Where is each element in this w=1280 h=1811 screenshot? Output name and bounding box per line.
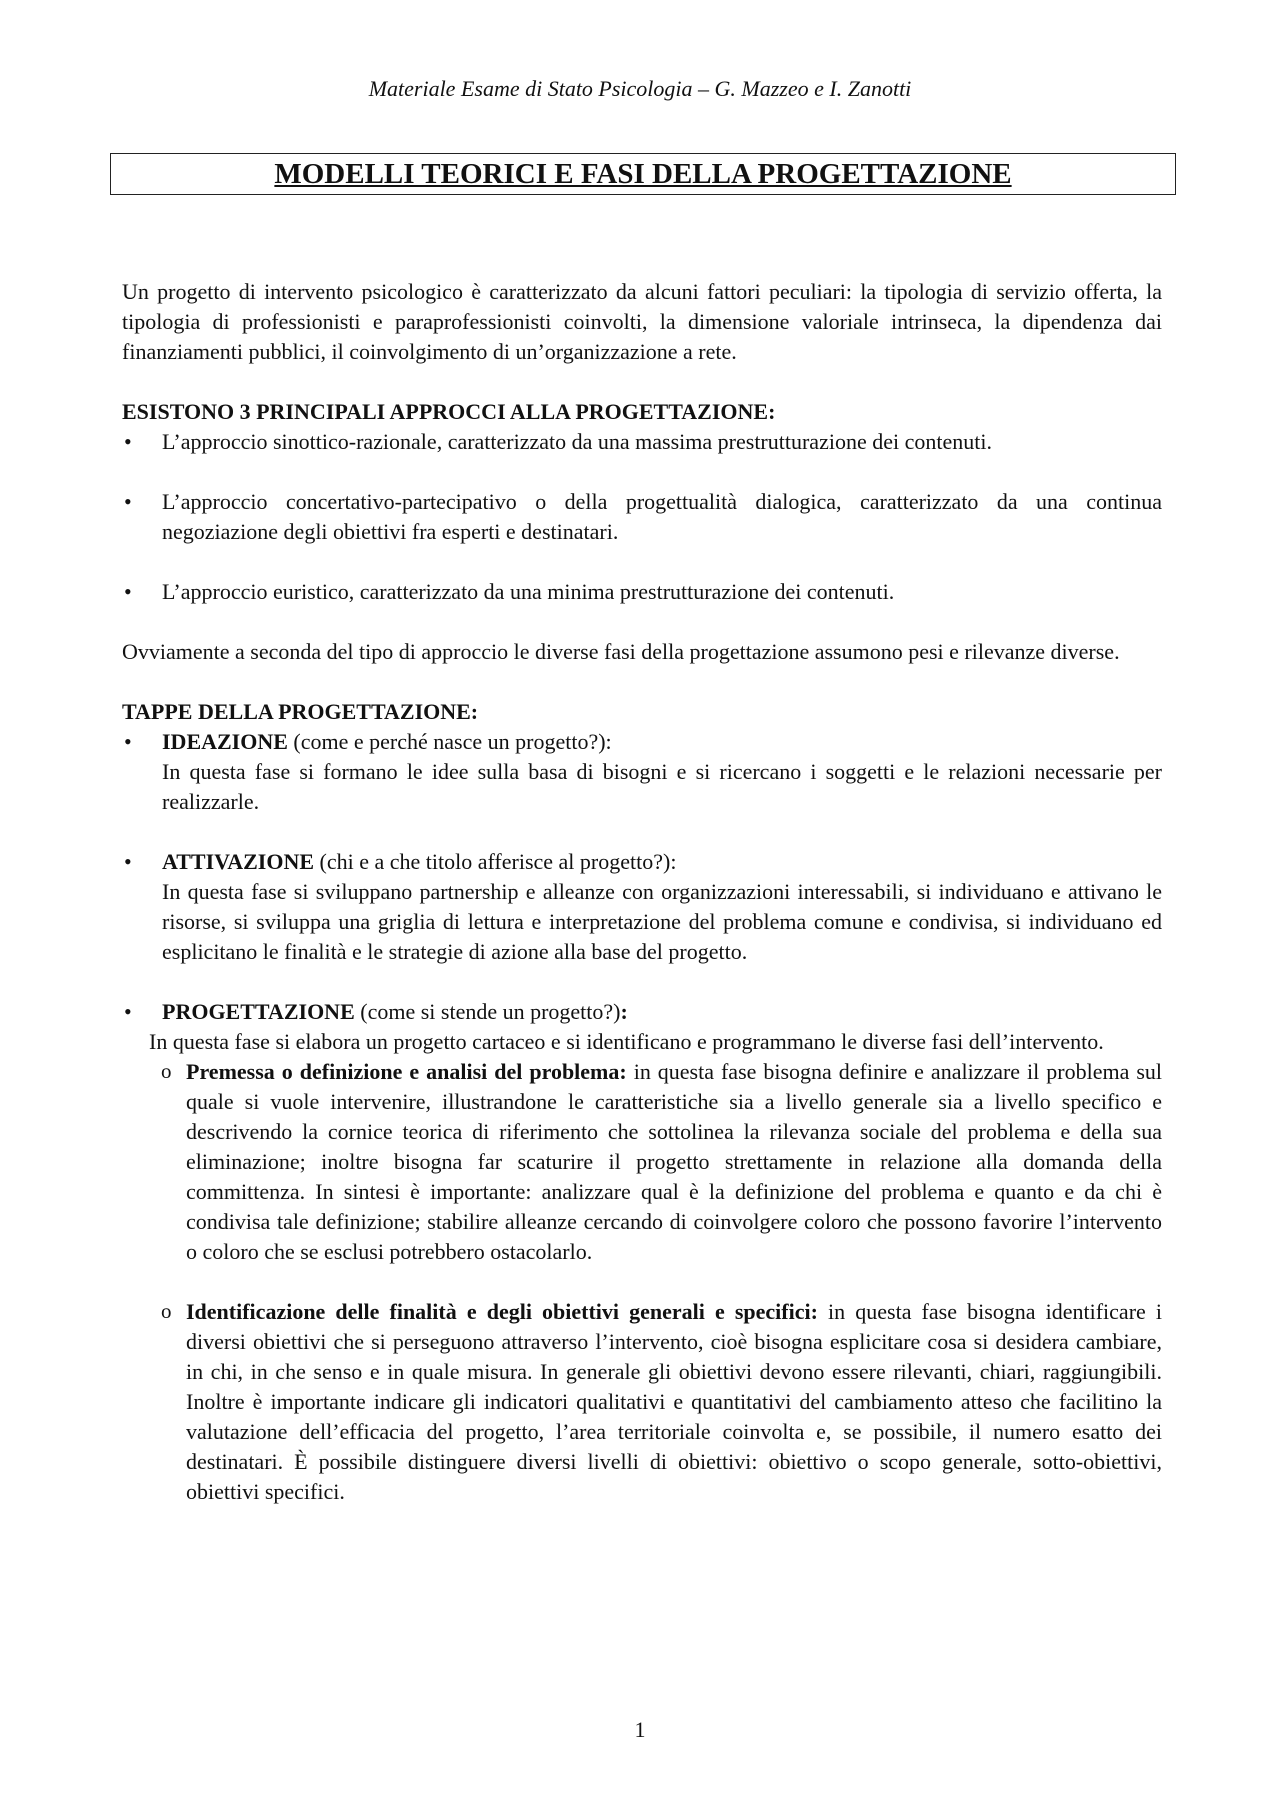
- stages-list: [122, 727, 1162, 1507]
- stage-label: PROGETTAZIONE: [162, 999, 355, 1024]
- stage-question: (come si stende un progetto?): [354, 999, 621, 1024]
- list-item: • L’approccio sinottico-razionale, caratterizzato da una massima prestrutturazione dei contenuti.: [122, 427, 1162, 457]
- sublist-item-label: Premessa o definizione e analisi del problema:: [186, 1059, 627, 1084]
- stage-text: In questa fase si formano le idee sulla basa di bisogni e si ricercano i soggetti e le relazioni necessarie per realizzarle.: [162, 759, 1162, 814]
- title-box: [110, 153, 1176, 195]
- stages-heading: TAPPE DELLA PROGETTAZIONE:: [122, 699, 479, 724]
- stage-ideazione: [122, 727, 1162, 817]
- list-item: • L’approccio euristico, caratterizzato da una minima prestrutturazione dei contenuti.: [122, 577, 1162, 607]
- document-body: [122, 277, 1162, 1507]
- stage-attivazione: [122, 847, 1162, 967]
- approaches-heading: ESISTONO 3 PRINCIPALI APPROCCI ALLA PROGETTAZIONE:: [122, 399, 776, 424]
- sublist-item: [149, 1297, 1162, 1507]
- stage-colon: :: [620, 999, 628, 1024]
- sublist-item-text: in questa fase bisogna identificare i diversi obiettivi che si perseguono attraverso l’intervento, cioè bisogna esplicitare cosa si desidera cambiare, in chi, in che senso e in quale misura. In generale gli obiettivi devono essere rilevanti, chiari, raggiungibili. Inoltre è importante indicare gli indicatori qualitativi e quantitativi del cambiamento atteso che facilitino la valutazione dell’efficacia del progetto, l’area territoriale coinvolta e, se possibile, il numero esatto dei destinatari. È possibile distinguere diversi livelli di obiettivi: obiettivo o scopo generale, sotto-obiettivi, obiettivi specifici.: [186, 1299, 1162, 1504]
- stage-text: In questa fase si elabora un progetto cartaceo e si identificano e programmano le diverse fasi dell’intervento.: [149, 1029, 1104, 1054]
- list-item: • L’approccio concertativo-partecipativo o della progettualità dialogica, caratterizzato da una continua negoziazione degli obiettivi fra esperti e destinatari.: [122, 487, 1162, 547]
- stage-progettazione: [122, 997, 1162, 1507]
- page-title: MODELLI TEORICI E FASI DELLA PROGETTAZIONE: [274, 158, 1012, 190]
- approaches-list: [122, 427, 1162, 607]
- stage-text: In questa fase si sviluppano partnership e alleanze con organizzazioni interessabili, si individuano e attivano le risorse, si sviluppa una griglia di lettura e interpretazione del problema comune e condivisa, si individuano ed esplicitano le finalità e le strategie di azione alla base del progetto.: [162, 879, 1162, 964]
- stage-question: (chi e a che titolo afferisce al progetto?):: [314, 849, 677, 874]
- stage-label: IDEAZIONE: [162, 729, 288, 754]
- intro-paragraph: Un progetto di intervento psicologico è caratterizzato da alcuni fattori peculiari: la tipologia di servizio offerta, la tipologia di professionisti e paraprofessionisti coinvolti, la dimensione valoriale intrinseca, la dipendenza dai finanziamenti pubblici, il coinvolgimento di un’organizzazione a rete.: [122, 279, 1162, 364]
- sublist-item-label: Identificazione delle finalità e degli obiettivi generali e specifici:: [186, 1299, 818, 1324]
- page-number: 1: [634, 1717, 646, 1742]
- stage-question: (come e perché nasce un progetto?):: [287, 729, 612, 754]
- stage-label: ATTIVAZIONE: [162, 849, 315, 874]
- sublist-item: [149, 1057, 1162, 1267]
- running-header: Materiale Esame di Stato Psicologia – G. Mazzeo e I. Zanotti: [368, 76, 912, 101]
- progettazione-sublist: [149, 1057, 1162, 1507]
- sublist-item-text: in questa fase bisogna definire e analizzare il problema sul quale si vuole intervenire, illustrandone le caratteristiche sia a livello generale sia a livello specifico e descrivendo la cornice teorica di riferimento che sottolinea la rilevanza sociale del problema e della sua eliminazione; inoltre bisogna far scaturire il progetto strettamente in relazione alla domanda della committenza. In sintesi è importante: analizzare qual è la definizione del problema e quanto e da chi è condivisa tale definizione; stabilire alleanze cercando di coinvolgere coloro che possono favorire l’intervento o coloro che se esclusi potrebbero ostacolarlo.: [186, 1059, 1162, 1264]
- approaches-note: Ovviamente a seconda del tipo di approccio le diverse fasi della progettazione assumono pesi e rilevanze diverse.: [122, 639, 1120, 664]
